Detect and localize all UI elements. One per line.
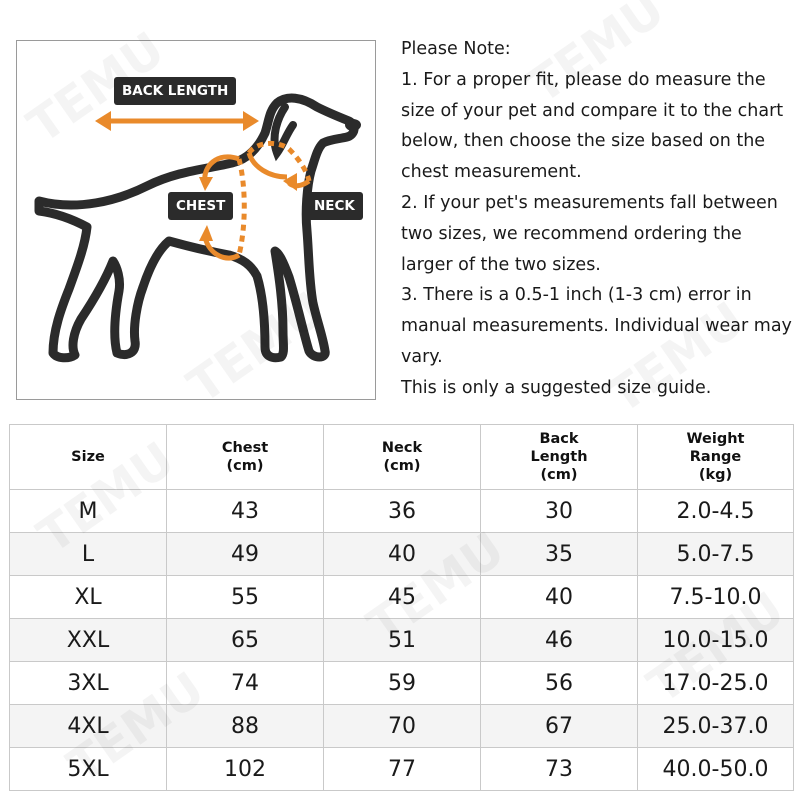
cell-weight: 7.5-10.0 [638, 576, 794, 619]
cell-neck: 59 [324, 662, 481, 705]
header-chest [167, 425, 324, 490]
header-weight-unit: (kg) [698, 467, 733, 483]
cell-neck: 40 [324, 533, 481, 576]
table-header-row [10, 425, 794, 490]
dog-outline [39, 98, 354, 358]
cell-neck: 51 [324, 619, 481, 662]
header-size [10, 425, 167, 490]
cell-neck: 36 [324, 490, 481, 533]
cell-chest: 55 [167, 576, 324, 619]
dog-nose [345, 119, 361, 131]
header-weight-line-2: Range [689, 449, 742, 465]
cell-size: M [10, 490, 167, 533]
notes-item-2: 2. If your pet's measurements fall between two sizes, we recommend ordering the larger of the two sizes. [401, 192, 778, 275]
table-row [10, 619, 794, 662]
table-row [10, 748, 794, 791]
table-row [10, 576, 794, 619]
header-weight-line-1: Weight [686, 431, 745, 447]
table-row [10, 490, 794, 533]
cell-size: 5XL [10, 748, 167, 791]
header-chest-unit: (cm) [226, 458, 264, 474]
table-row [10, 705, 794, 748]
cell-back-length: 30 [481, 490, 638, 533]
cell-back-length: 35 [481, 533, 638, 576]
cell-chest: 65 [167, 619, 324, 662]
cell-neck: 77 [324, 748, 481, 791]
table-row [10, 662, 794, 705]
chest-tag: CHEST [168, 192, 233, 220]
header-neck [324, 425, 481, 490]
cell-back-length: 56 [481, 662, 638, 705]
cell-weight: 40.0-50.0 [638, 748, 794, 791]
cell-neck: 45 [324, 576, 481, 619]
cell-size: L [10, 533, 167, 576]
back-length-arrow [95, 111, 259, 131]
size-chart-table [9, 424, 794, 791]
cell-weight: 25.0-37.0 [638, 705, 794, 748]
cell-size: XL [10, 576, 167, 619]
header-back-length [481, 425, 638, 490]
cell-back-length: 46 [481, 619, 638, 662]
header-back-line-1: Back [539, 431, 579, 447]
cell-back-length: 67 [481, 705, 638, 748]
header-neck-line: Neck [381, 440, 423, 456]
cell-size: XXL [10, 619, 167, 662]
size-notes [401, 34, 796, 404]
cell-weight: 10.0-15.0 [638, 619, 794, 662]
cell-back-length: 40 [481, 576, 638, 619]
cell-chest: 88 [167, 705, 324, 748]
cell-back-length: 73 [481, 748, 638, 791]
header-neck-unit: (cm) [383, 458, 421, 474]
cell-weight: 5.0-7.5 [638, 533, 794, 576]
cell-chest: 102 [167, 748, 324, 791]
notes-item-3: 3. There is a 0.5-1 inch (1-3 cm) error in manual measurements. Individual wear may vary. [401, 285, 792, 367]
cell-size: 3XL [10, 662, 167, 705]
header-back-unit: (cm) [540, 467, 578, 483]
notes-heading: Please Note: [401, 39, 511, 59]
table-row [10, 533, 794, 576]
header-size-line: Size [71, 449, 105, 465]
measurement-diagram [16, 40, 376, 400]
header-weight-range [638, 425, 794, 490]
cell-size: 4XL [10, 705, 167, 748]
notes-item-1: 1. For a proper fit, please do measure the size of your pet and compare it to the chart below, then choose the size based on the chest measurement. [401, 69, 784, 183]
cell-neck: 70 [324, 705, 481, 748]
notes-footer: This is only a suggested size guide. [401, 377, 712, 398]
cell-chest: 74 [167, 662, 324, 705]
cell-chest: 49 [167, 533, 324, 576]
header-back-line-2: Length [530, 449, 588, 465]
back-length-tag: BACK LENGTH [114, 77, 236, 105]
neck-tag: NECK [306, 192, 363, 220]
cell-weight: 2.0-4.5 [638, 490, 794, 533]
cell-weight: 17.0-25.0 [638, 662, 794, 705]
cell-chest: 43 [167, 490, 324, 533]
header-chest-line: Chest [221, 440, 269, 456]
